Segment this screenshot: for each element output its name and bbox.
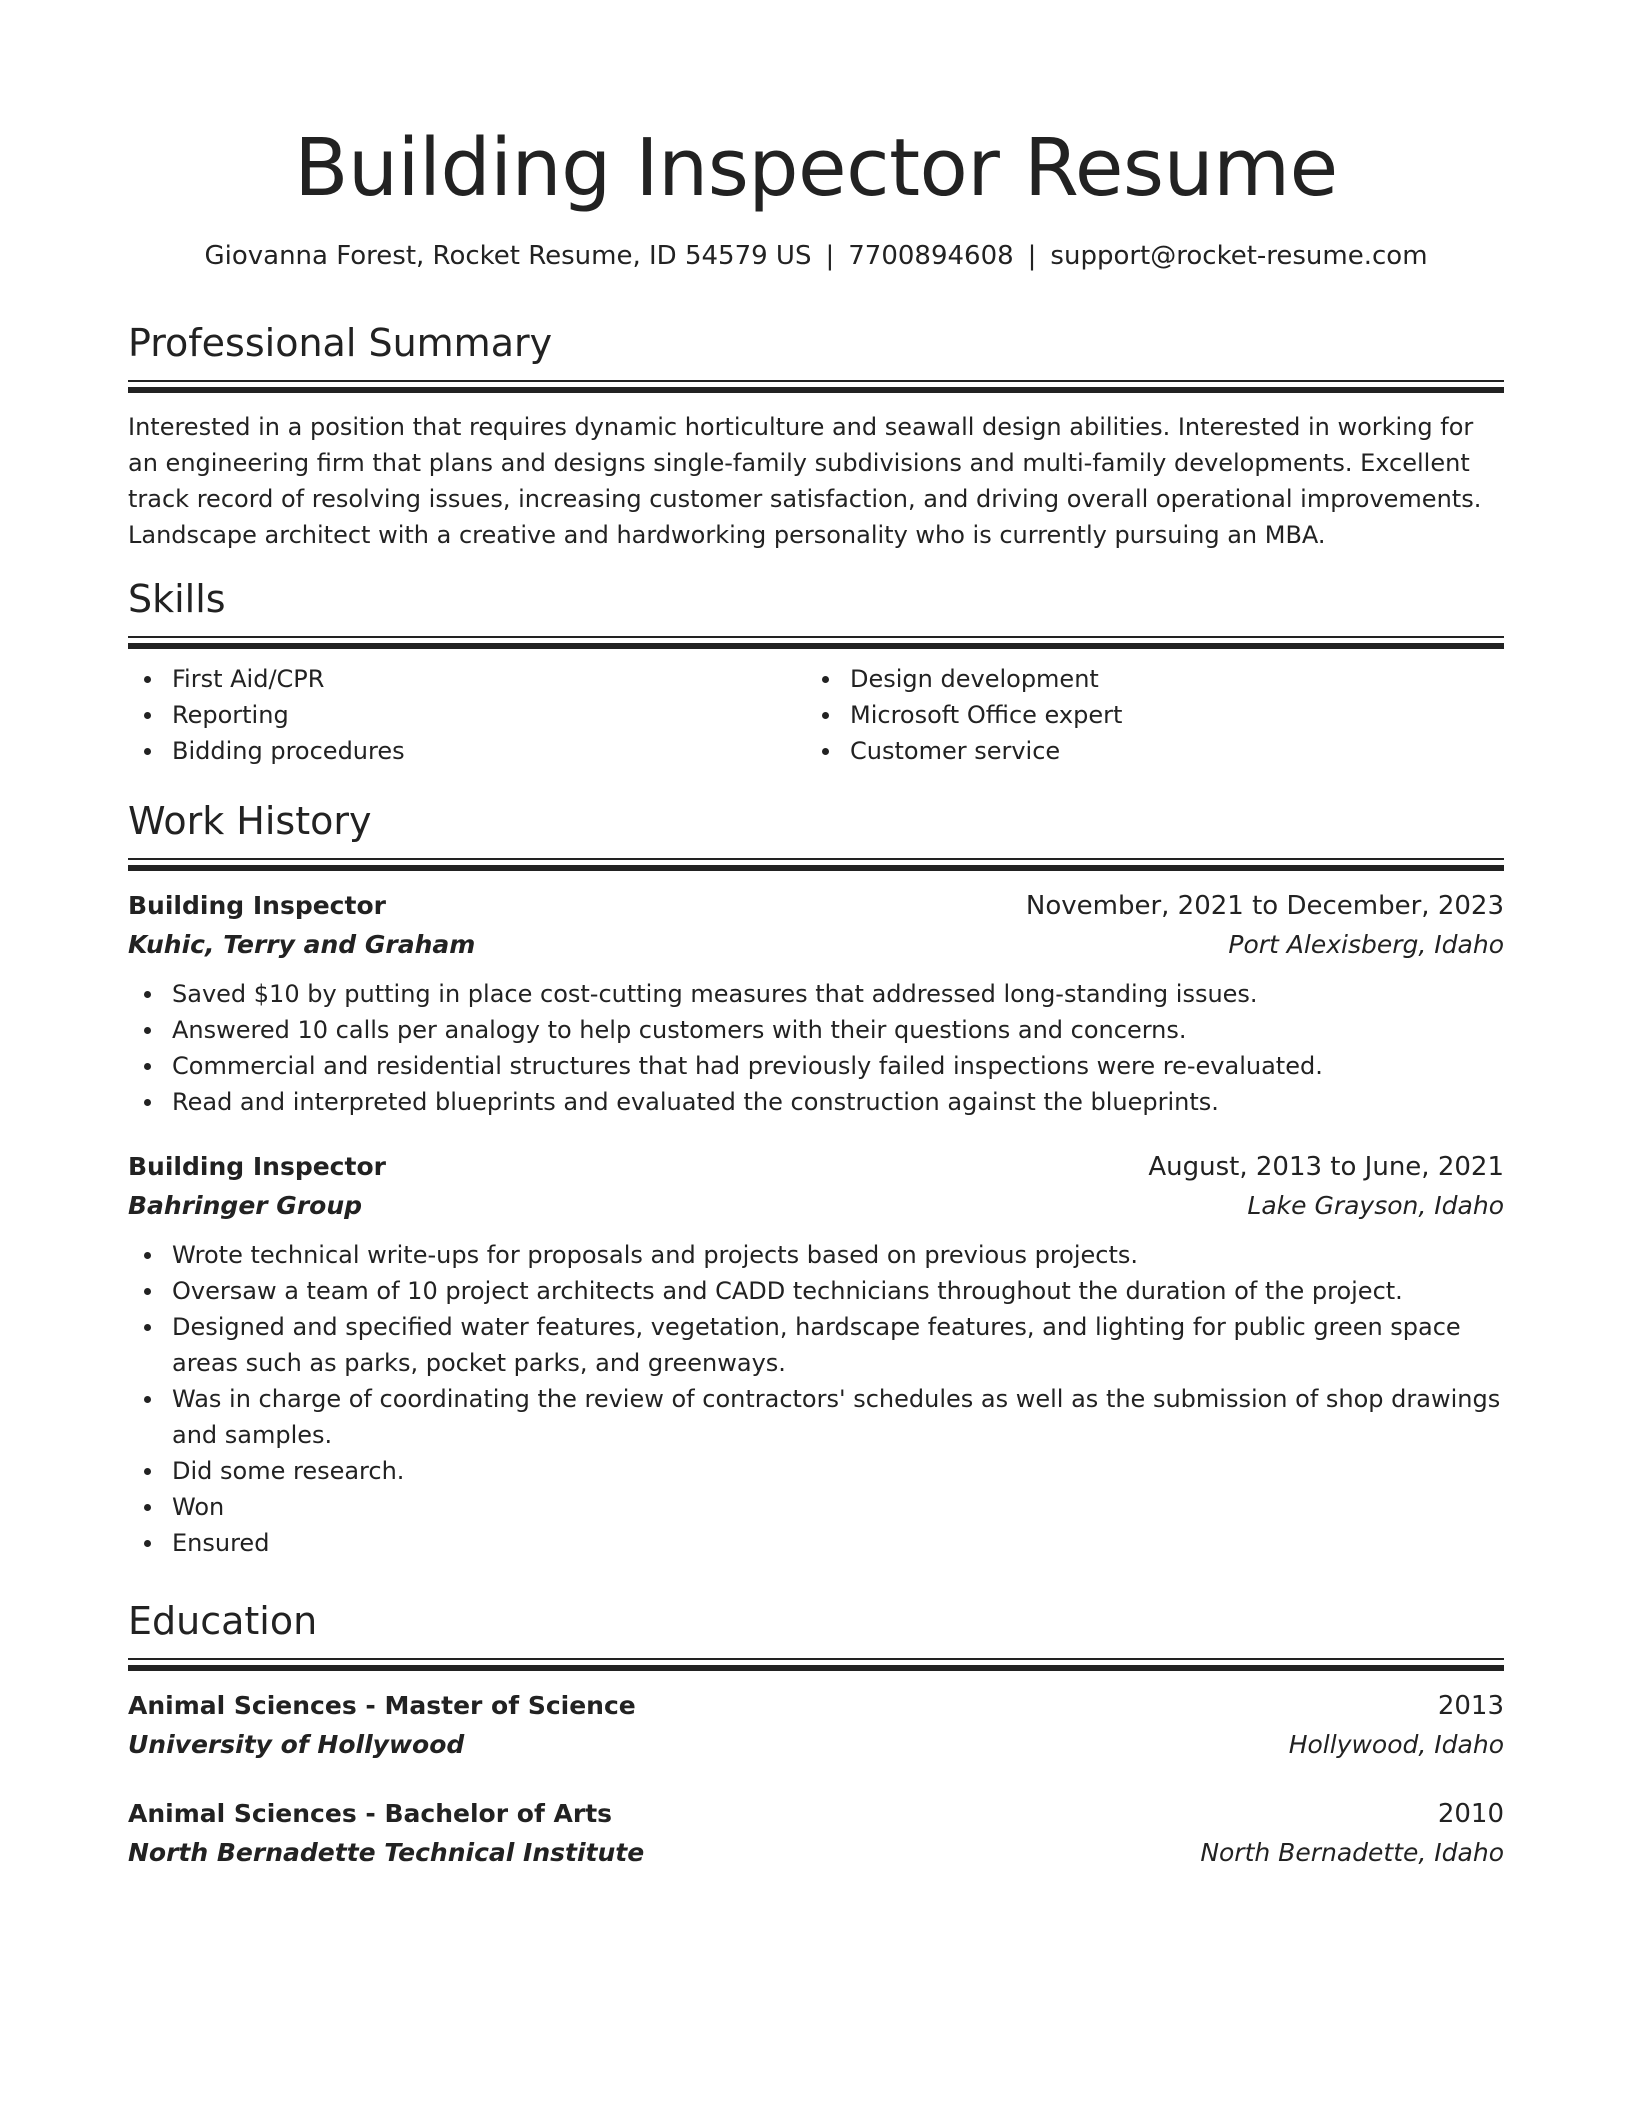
work-history-heading: Work History [128,799,372,843]
education-header-row [128,1687,1504,1725]
summary-text: Interested in a position that requires dynamic horticulture and seawall design abilities. Interested in working for an engineering firm that plans and designs single-family subdivisions and multi-family developments. Excellent track record of resolving issues, increasing customer satisfaction, and driving overall operational improvements. Landscape architect with a creative and hardworking personality who is currently pursuing an MBA. [128,413,1482,549]
contact-phone: 7700894608 [848,241,1014,271]
education-entry [128,1795,1504,1873]
education-section [128,1596,1504,1873]
degree-title: Animal Sciences - Bachelor of Arts [128,1799,613,1828]
job-dates: November, 2021 to December, 2023 [1025,891,1504,921]
job-bullet: Was in charge of coordinating the review of contractors' schedules as well as the submission of shop drawings and samples. [128,1381,1504,1453]
job-bullet: Ensured [128,1525,1504,1561]
school-name: University of Hollywood [128,1730,465,1759]
job-bullet: Wrote technical write-ups for proposals and projects based on previous projects. [128,1237,1504,1273]
education-school-row [128,1725,1504,1765]
job-bullet: Designed and specified water features, vegetation, hardscape features, and lighting for public green space areas such as parks, pocket parks, and greenways. [128,1309,1504,1381]
section-divider-thick [128,387,1504,393]
job-location: Lake Grayson, Idaho [1247,1191,1504,1220]
job-bullet: Did some research. [128,1453,1504,1489]
skill-item: Design development [806,661,1484,697]
job-bullets [128,1237,1504,1561]
skill-item: Customer service [806,733,1484,769]
work-history-section [128,796,1504,1561]
job-header-row [128,887,1504,925]
resume-title: Building Inspector Resume [294,122,1338,214]
contact-separator: | [825,241,835,271]
job-title: Building Inspector [128,891,386,920]
job-bullet: Oversaw a team of 10 project architects and CADD technicians throughout the duration of the project. [128,1273,1504,1309]
skills-heading: Skills [128,577,226,621]
job-location: Port Alexisberg, Idaho [1228,930,1504,959]
section-divider-thick [128,643,1504,649]
job-company: Bahringer Group [128,1191,363,1220]
job-dates: August, 2013 to June, 2021 [1148,1152,1504,1182]
skill-item: First Aid/CPR [128,661,806,697]
section-divider [128,1658,1504,1660]
summary-heading: Professional Summary [128,321,553,365]
school-name: North Bernadette Technical Institute [128,1838,645,1867]
education-heading: Education [128,1599,318,1643]
job-bullet: Read and interpreted blueprints and evaluated the construction against the blueprints. [128,1084,1504,1120]
skills-section [128,574,1504,769]
job-entry [128,887,1504,1120]
contact-separator: | [1027,241,1037,271]
skill-item: Microsoft Office expert [806,697,1484,733]
job-bullet: Answered 10 calls per analogy to help customers with their questions and concerns. [128,1012,1504,1048]
job-bullet: Commercial and residential structures that had previously failed inspections were re-evaluated. [128,1048,1504,1084]
summary-section [128,318,1504,553]
school-location: North Bernadette, Idaho [1200,1838,1504,1867]
school-location: Hollywood, Idaho [1288,1730,1504,1759]
graduation-year: 2010 [1437,1799,1504,1829]
section-divider [128,636,1504,638]
job-entry [128,1148,1504,1561]
section-divider [128,380,1504,382]
education-header-row [128,1795,1504,1833]
skill-item: Reporting [128,697,806,733]
job-title: Building Inspector [128,1152,386,1181]
job-company-row [128,1186,1504,1226]
education-entry [128,1687,1504,1765]
section-divider [128,858,1504,860]
job-bullets [128,976,1504,1120]
education-school-row [128,1833,1504,1873]
section-divider-thick [128,865,1504,871]
contact-address: Giovanna Forest, Rocket Resume, ID 54579 US [204,241,812,271]
skills-column-right [806,661,1484,769]
skills-list [128,661,1504,769]
job-company: Kuhic, Terry and Graham [128,930,476,959]
job-company-row [128,925,1504,965]
skills-column-left [128,661,806,769]
skill-item: Bidding procedures [128,733,806,769]
graduation-year: 2013 [1437,1691,1504,1721]
job-bullet: Won [128,1489,1504,1525]
section-divider-thick [128,1665,1504,1671]
contact-email[interactable]: support@rocket-resume.com [1050,241,1428,271]
job-header-row [128,1148,1504,1186]
contact-line [128,238,1504,274]
degree-title: Animal Sciences - Master of Science [128,1691,636,1720]
job-bullet: Saved $10 by putting in place cost-cutting measures that addressed long-standing issues. [128,976,1504,1012]
